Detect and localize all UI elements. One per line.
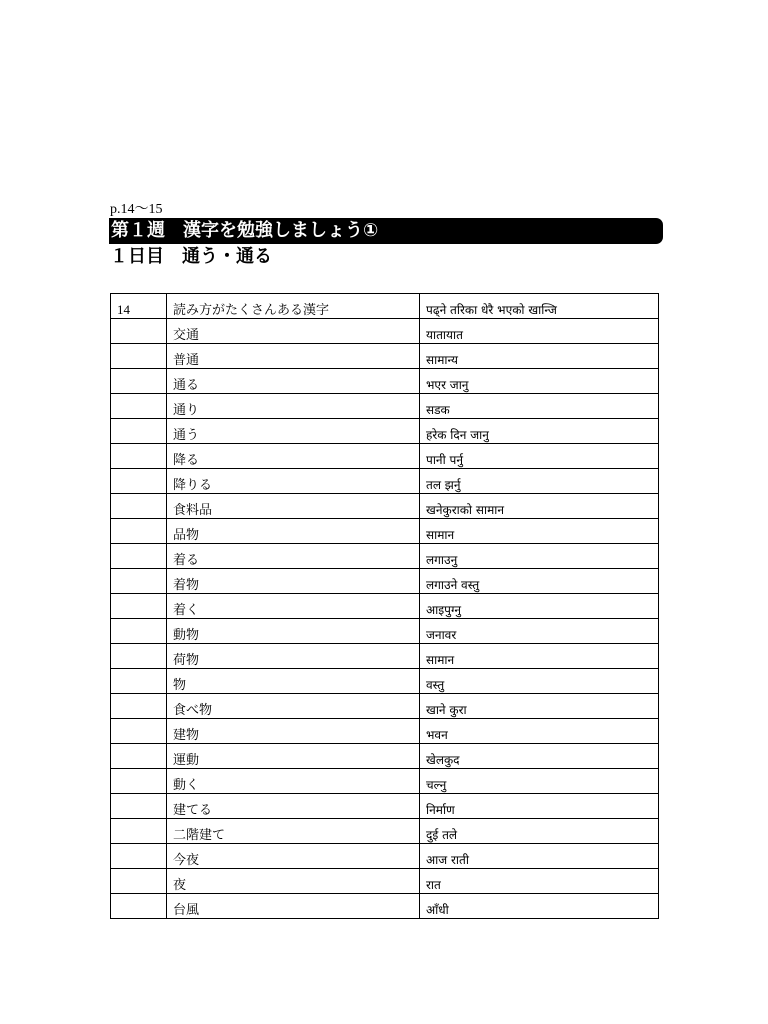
table-row [111,669,659,694]
nepali-meaning-cell: पढ्ने तरिका धेरै भएको खान्जि [420,294,659,319]
page-number-cell [111,369,167,394]
table-row [111,819,659,844]
page-number-cell [111,319,167,344]
nepali-meaning-cell: खनेकुराको सामान [420,494,659,519]
page-number-cell [111,694,167,719]
japanese-word-cell: 普通 [167,344,420,369]
page-reference: p.14～15 [110,202,163,217]
page-number-cell [111,494,167,519]
page-number-cell [111,769,167,794]
japanese-word-cell: 建物 [167,719,420,744]
japanese-word-cell: 食べ物 [167,694,420,719]
nepali-meaning-cell: हरेक दिन जानु [420,419,659,444]
japanese-word-cell: 動物 [167,619,420,644]
page-number-cell [111,869,167,894]
japanese-word-cell: 運動 [167,744,420,769]
table-row [111,419,659,444]
page-number-cell [111,644,167,669]
japanese-word-cell: 交通 [167,319,420,344]
japanese-word-cell: 通り [167,394,420,419]
table-row [111,494,659,519]
japanese-word-cell: 物 [167,669,420,694]
table-row [111,569,659,594]
japanese-word-cell: 品物 [167,519,420,544]
nepali-meaning-cell: रात [420,869,659,894]
nepali-meaning-cell: दुई तले [420,819,659,844]
page-number-cell [111,394,167,419]
table-row [111,369,659,394]
nepali-meaning-cell: लगाउने वस्तु [420,569,659,594]
table-row [111,769,659,794]
japanese-word-cell: 食料品 [167,494,420,519]
table-row [111,294,659,319]
table-row [111,619,659,644]
week-title: 第１週 漢字を勉強しましょう① [111,220,379,241]
japanese-word-cell: 荷物 [167,644,420,669]
nepali-meaning-cell: आँधी [420,894,659,919]
table-row [111,444,659,469]
nepali-meaning-cell: सामान्य [420,344,659,369]
table-row [111,644,659,669]
japanese-word-cell: 降りる [167,469,420,494]
table-row [111,869,659,894]
nepali-meaning-cell: तल झर्नु [420,469,659,494]
japanese-word-cell: 夜 [167,869,420,894]
page-number-cell [111,894,167,919]
nepali-meaning-cell: सामान [420,519,659,544]
japanese-word-cell: 読み方がたくさんある漢字 [167,294,420,319]
nepali-meaning-cell: खेलकुद [420,744,659,769]
table-row [111,894,659,919]
page-number-cell [111,419,167,444]
table-row [111,319,659,344]
page-number-cell [111,344,167,369]
page-number-cell [111,669,167,694]
nepali-meaning-cell: निर्माण [420,794,659,819]
japanese-word-cell: 着く [167,594,420,619]
page-number-cell [111,744,167,769]
page-number-cell [111,519,167,544]
table-row [111,594,659,619]
nepali-meaning-cell: खाने कुरा [420,694,659,719]
japanese-word-cell: 通う [167,419,420,444]
table-row [111,469,659,494]
table-row [111,744,659,769]
table-row [111,394,659,419]
japanese-word-cell: 動く [167,769,420,794]
page-number-cell [111,619,167,644]
japanese-word-cell: 今夜 [167,844,420,869]
japanese-word-cell: 降る [167,444,420,469]
page-number-cell [111,794,167,819]
nepali-meaning-cell: सडक [420,394,659,419]
week-title-bar [109,218,663,244]
page-number-cell [111,819,167,844]
nepali-meaning-cell: जनावर [420,619,659,644]
day-title: １日目 通う・通る [110,246,272,267]
japanese-word-cell: 建てる [167,794,420,819]
nepali-meaning-cell: आज राती [420,844,659,869]
japanese-word-cell: 台風 [167,894,420,919]
nepali-meaning-cell: भएर जानु [420,369,659,394]
nepali-meaning-cell: भवन [420,719,659,744]
japanese-word-cell: 通る [167,369,420,394]
table-row [111,694,659,719]
page-number-cell [111,844,167,869]
nepali-meaning-cell: लगाउनु [420,544,659,569]
page-number-cell [111,469,167,494]
japanese-word-cell: 着る [167,544,420,569]
page-number-cell [111,719,167,744]
table-row [111,844,659,869]
nepali-meaning-cell: सामान [420,644,659,669]
nepali-meaning-cell: वस्तु [420,669,659,694]
table-row [111,519,659,544]
vocabulary-table-body [111,294,659,919]
table-row [111,544,659,569]
page-number-cell: 14 [111,294,167,319]
nepali-meaning-cell: यातायात [420,319,659,344]
nepali-meaning-cell: पानी पर्नु [420,444,659,469]
nepali-meaning-cell: आइपुग्नु [420,594,659,619]
japanese-word-cell: 二階建て [167,819,420,844]
vocabulary-table [110,293,659,919]
page-number-cell [111,544,167,569]
page-number-cell [111,444,167,469]
table-row [111,719,659,744]
table-row [111,344,659,369]
table-row [111,794,659,819]
page-number-cell [111,594,167,619]
nepali-meaning-cell: चल्नु [420,769,659,794]
page-number-cell [111,569,167,594]
japanese-word-cell: 着物 [167,569,420,594]
